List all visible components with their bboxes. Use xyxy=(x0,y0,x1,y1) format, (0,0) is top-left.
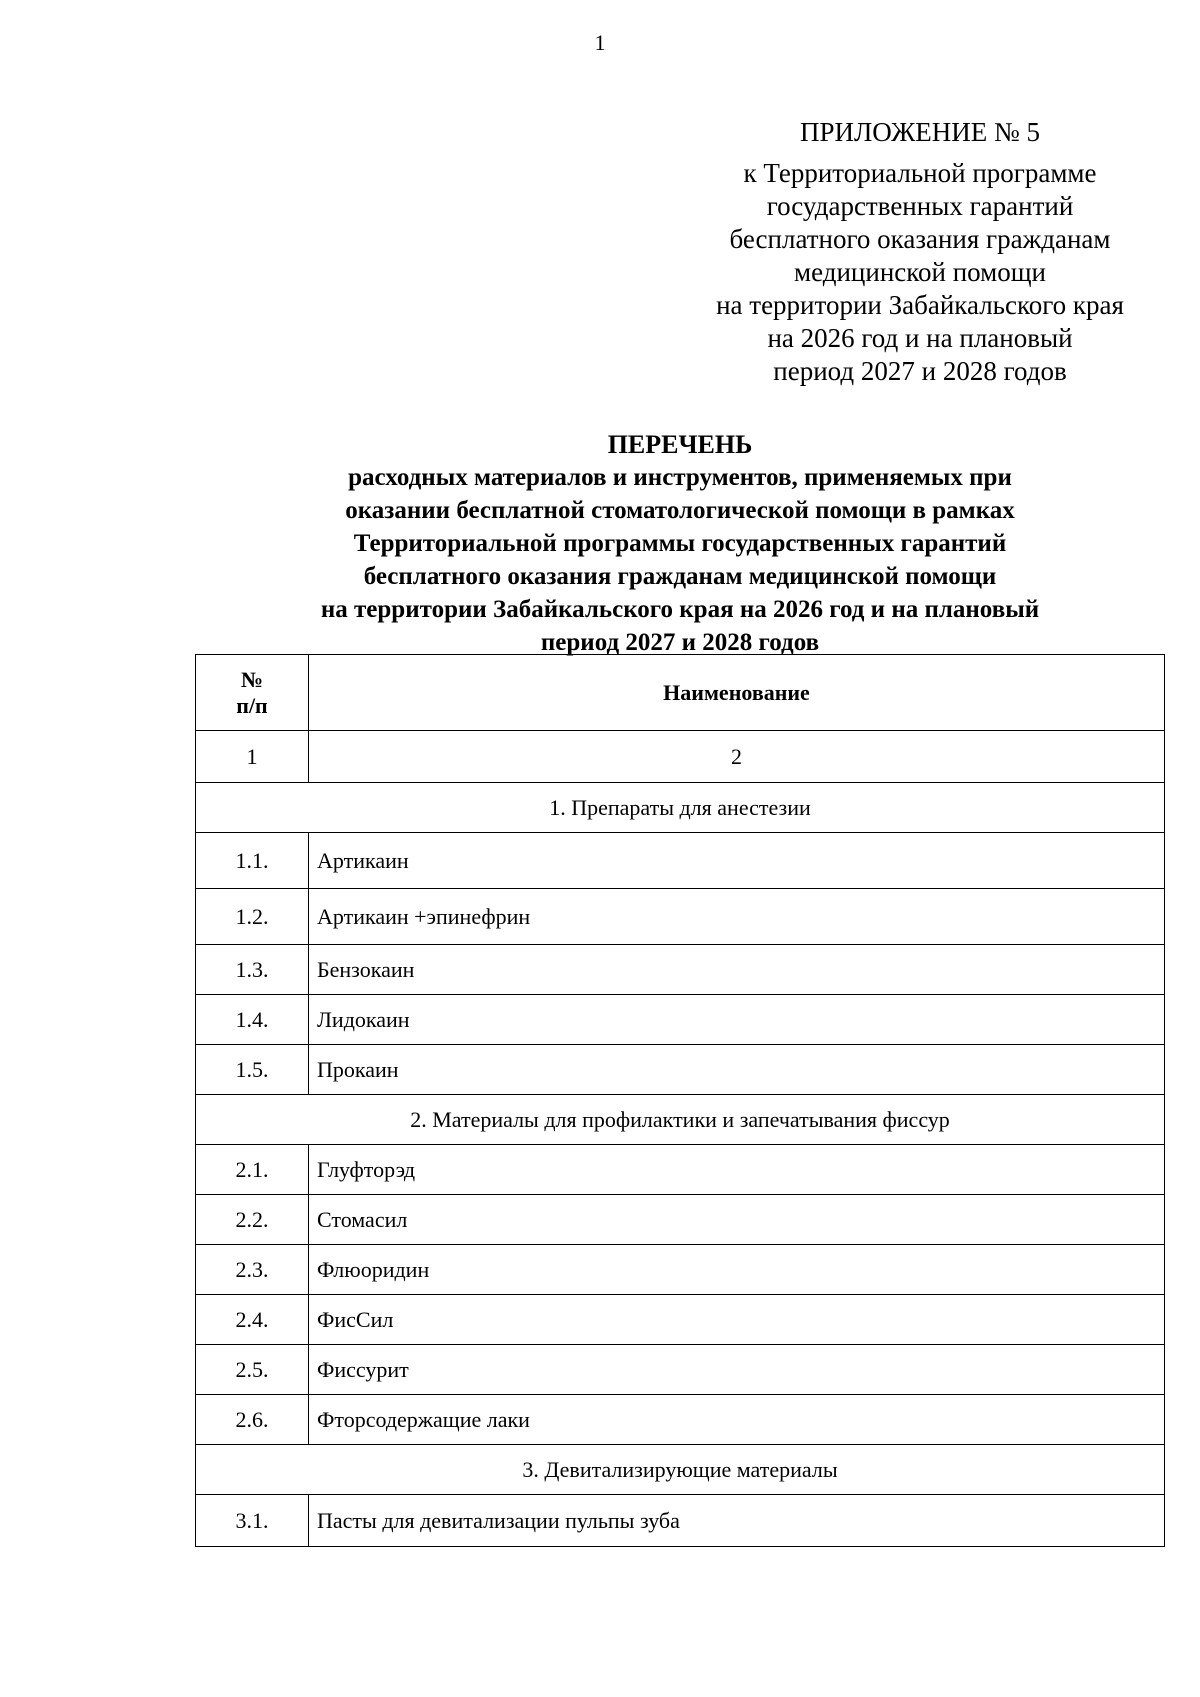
appendix-title: ПРИЛОЖЕНИЕ № 5 xyxy=(799,117,1041,147)
row-num: 3.1. xyxy=(196,1495,309,1547)
appendix-line: период 2027 и 2028 годов xyxy=(773,356,1067,386)
row-name: Прокаин xyxy=(309,1045,1165,1095)
column-index-row xyxy=(196,731,1165,783)
page-number: 1 xyxy=(594,30,606,55)
row-name: Фиссурит xyxy=(309,1345,1165,1395)
column-index-2: 2 xyxy=(309,731,1165,783)
table-row xyxy=(196,889,1165,945)
document-title-line: Территориальной программы государственных гарантий xyxy=(353,530,1007,557)
document-title-line: бесплатного оказания гражданам медицинской помощи xyxy=(363,563,997,590)
document-title-line: оказании бесплатной стоматологической помощи в рамках xyxy=(345,497,1015,524)
row-num: 2.5. xyxy=(196,1345,309,1395)
row-name: Лидокаин xyxy=(309,995,1165,1045)
document-title-main: ПЕРЕЧЕНЬ xyxy=(607,430,753,459)
section-row xyxy=(196,1445,1165,1495)
appendix-line: на 2026 год и на плановый xyxy=(767,323,1073,353)
appendix-line: бесплатного оказания гражданам xyxy=(729,224,1111,254)
header-num-symbol: № xyxy=(240,666,264,692)
materials-table xyxy=(195,654,1165,1547)
section-row xyxy=(196,783,1165,833)
row-name: Стомасил xyxy=(309,1195,1165,1245)
table-row xyxy=(196,833,1165,889)
row-num: 2.2. xyxy=(196,1195,309,1245)
row-name: Артикаин xyxy=(309,833,1165,889)
table-row xyxy=(196,1045,1165,1095)
section-title: 3. Девитализирующие материалы xyxy=(196,1445,1165,1495)
row-num: 1.3. xyxy=(196,945,309,995)
row-num: 2.4. xyxy=(196,1295,309,1345)
appendix-block xyxy=(680,116,1160,388)
row-name: Пасты для девитализации пульпы зуба xyxy=(309,1495,1165,1547)
appendix-line: медицинской помощи xyxy=(794,257,1046,287)
section-title: 1. Препараты для анестезии xyxy=(196,783,1165,833)
document-title-line: на территории Забайкальского края на 2026 год и на плановый xyxy=(320,596,1040,623)
row-name: Бензокаин xyxy=(309,945,1165,995)
document-title-line: период 2027 и 2028 годов xyxy=(540,629,820,656)
document-title-line: расходных материалов и инструментов, применяемых при xyxy=(348,464,1012,491)
table-row xyxy=(196,995,1165,1045)
column-index-1: 1 xyxy=(196,731,309,783)
row-num: 1.5. xyxy=(196,1045,309,1095)
header-num xyxy=(196,655,309,731)
table-row xyxy=(196,1145,1165,1195)
document-title xyxy=(180,428,1180,659)
section-title: 2. Материалы для профилактики и запечатывания фиссур xyxy=(196,1095,1165,1145)
appendix-line: к Территориальной программе xyxy=(743,158,1097,188)
table-row xyxy=(196,1395,1165,1445)
appendix-line: государственных гарантий xyxy=(766,191,1074,221)
row-name: Флюоридин xyxy=(309,1245,1165,1295)
row-num: 1.2. xyxy=(196,889,309,945)
header-name: Наименование xyxy=(309,655,1165,731)
table-row xyxy=(196,1195,1165,1245)
row-num: 1.4. xyxy=(196,995,309,1045)
row-num: 2.1. xyxy=(196,1145,309,1195)
appendix-line: на территории Забайкальского края xyxy=(716,290,1124,320)
row-num: 1.1. xyxy=(196,833,309,889)
row-name: Артикаин +эпинефрин xyxy=(309,889,1165,945)
table-row xyxy=(196,1245,1165,1295)
table-header-row xyxy=(196,655,1165,731)
row-name: Фторсодержащие лаки xyxy=(309,1395,1165,1445)
table-row xyxy=(196,1295,1165,1345)
section-row xyxy=(196,1095,1165,1145)
row-num: 2.3. xyxy=(196,1245,309,1295)
header-num-label: п/п xyxy=(236,692,268,718)
table-row xyxy=(196,1495,1165,1547)
table-row xyxy=(196,1345,1165,1395)
row-name: ФисСил xyxy=(309,1295,1165,1345)
row-num: 2.6. xyxy=(196,1395,309,1445)
table-row xyxy=(196,945,1165,995)
row-name: Глуфторэд xyxy=(309,1145,1165,1195)
